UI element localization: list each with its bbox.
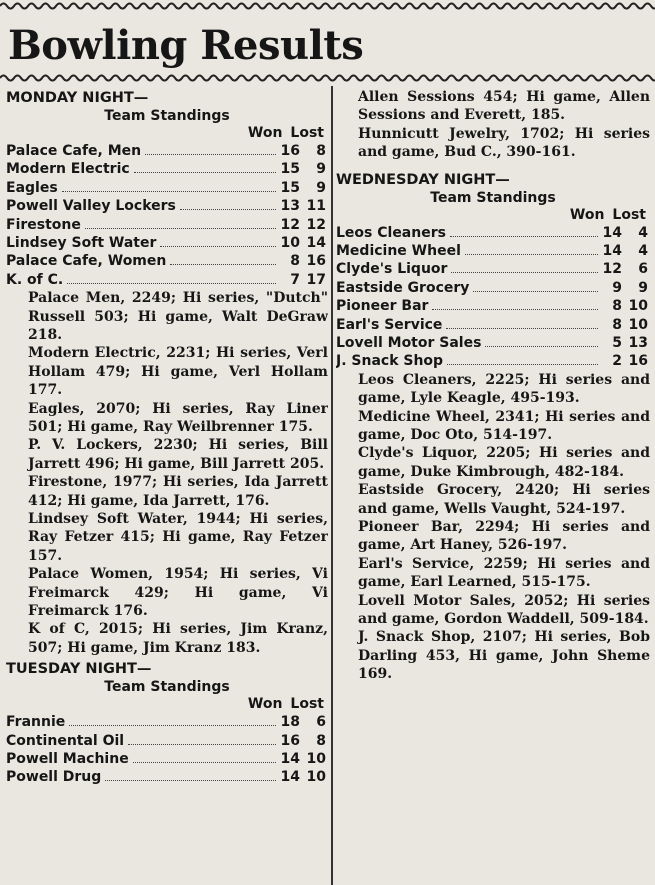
wednesday-standings: [336, 224, 650, 371]
standings-row: [336, 242, 650, 260]
monday-standings: [6, 142, 328, 289]
result-text: Firestone, 1977; Hi series, Ida Jarrett 412; Hi game, Ida Jarrett, 176.: [28, 474, 328, 509]
lost-count: 17: [306, 271, 326, 288]
team-name: Clyde's Liquor: [336, 261, 448, 278]
dot-leader: [62, 191, 276, 192]
result-entry: [6, 620, 328, 657]
column-divider: [331, 86, 333, 885]
lost-count: 9: [316, 161, 326, 178]
won-count: 5: [612, 334, 622, 351]
wednesday-results: [336, 371, 650, 684]
result-number: [336, 444, 358, 462]
won-count: 16: [280, 143, 300, 159]
won-count: 7: [290, 271, 300, 288]
result-entry: [336, 88, 650, 125]
result-number: [336, 481, 358, 499]
team-name: Powell Valley Lockers: [6, 198, 176, 215]
standings-row: [6, 252, 328, 270]
standings-row: [6, 750, 328, 768]
won-count: 9: [612, 279, 622, 296]
lost-count: 10: [306, 751, 326, 768]
wednesday-heading: WEDNESDAY NIGHT—: [336, 171, 510, 188]
wednesday-subheading: Team Standings: [430, 189, 556, 206]
won-count: 15: [280, 161, 300, 178]
won-count: 8: [612, 298, 622, 315]
team-name: Leos Cleaners: [336, 224, 446, 241]
dot-leader: [450, 236, 598, 237]
page-title: Bowling Results: [8, 22, 364, 69]
wednesday-won-lost-header: [336, 207, 650, 224]
lost-label: Lost: [290, 696, 324, 713]
result-entry: [336, 592, 650, 629]
result-number: [6, 473, 28, 491]
lost-count: 13: [628, 334, 648, 351]
result-number: [336, 371, 358, 389]
result-entry: [336, 555, 650, 592]
team-name: Pioneer Bar: [336, 298, 429, 315]
standings-row: [6, 713, 328, 731]
won-label: Won: [247, 125, 283, 141]
dot-leader: [170, 264, 276, 265]
standings-row: [336, 334, 650, 352]
result-entry: [6, 510, 328, 565]
team-name: Frannie: [6, 714, 66, 731]
dot-leader: [85, 228, 276, 229]
monday-subheading: Team Standings: [104, 108, 230, 124]
tuesday-section: [6, 659, 328, 787]
won-count: 10: [280, 234, 300, 251]
result-entry: [6, 400, 328, 437]
monday-results: [6, 289, 328, 657]
dot-leader: [67, 283, 276, 284]
dot-leader: [134, 172, 276, 173]
result-number: [336, 518, 358, 536]
won-label: Won: [247, 696, 283, 713]
monday-heading: MONDAY NIGHT—: [6, 90, 149, 106]
won-count: 15: [280, 179, 300, 196]
tuesday-won-lost-header: [6, 696, 328, 713]
dot-leader: [105, 780, 276, 781]
team-name: K. of C.: [6, 271, 64, 288]
result-text: P. V. Lockers, 2230; Hi series, Bill Jarrett 496; Hi game, Bill Jarrett 205.: [28, 437, 328, 472]
result-text: J. Snack Shop, 2107; Hi series, Bob Darling 453, Hi game, John Sheme 169.: [358, 629, 650, 683]
result-number: [6, 289, 28, 307]
result-number: [336, 628, 358, 646]
lost-count: 16: [306, 253, 326, 270]
won-count: 14: [602, 224, 622, 241]
won-count: 14: [280, 769, 300, 786]
team-name: Medicine Wheel: [336, 243, 461, 260]
lost-label: Lost: [612, 206, 646, 223]
lost-count: 10: [306, 769, 326, 786]
tuesday-standings: [6, 713, 328, 787]
dot-leader: [473, 291, 598, 292]
standings-row: [6, 271, 328, 289]
won-count: 13: [280, 198, 300, 215]
standings-row: [6, 234, 328, 252]
team-name: Eastside Grocery: [336, 279, 470, 296]
result-text: Allen Sessions 454; Hi game, Allen Sessions and Everett, 185.: [358, 89, 650, 124]
result-entry: [6, 344, 328, 399]
standings-row: [336, 279, 650, 297]
result-text: Lovell Motor Sales, 2052; Hi series and game, Gordon Waddell, 509-184.: [358, 592, 650, 628]
team-name: Palace Cafe, Men: [6, 143, 142, 159]
result-entry: [336, 518, 650, 555]
won-count: 8: [290, 253, 300, 270]
won-count: 2: [612, 353, 622, 370]
result-entry: [336, 371, 650, 408]
won-count: 8: [612, 316, 622, 333]
won-label: Won: [569, 206, 605, 223]
team-name: J. Snack Shop: [336, 353, 444, 370]
result-number: [336, 408, 358, 426]
dot-leader: [451, 272, 598, 273]
result-text: Eastside Grocery, 2420; Hi series and game, Wells Vaught, 524-197.: [358, 482, 650, 517]
team-name: Earl's Service: [336, 316, 443, 333]
team-name: Lovell Motor Sales: [336, 334, 482, 351]
result-text: Modern Electric, 2231; Hi series, Verl Hollam 479; Hi game, Verl Hollam 177.: [28, 345, 328, 399]
result-text: K of C, 2015; Hi series, Jim Kranz, 507; Hi game, Jim Kranz 183.: [28, 621, 328, 656]
lost-count: 14: [306, 234, 326, 251]
tuesday-heading: TUESDAY NIGHT—: [6, 661, 152, 678]
standings-row: [6, 216, 328, 234]
result-entry: [6, 473, 328, 510]
won-count: 16: [280, 732, 300, 749]
result-number: [6, 400, 28, 418]
lost-count: 12: [306, 216, 326, 233]
lost-count: 9: [316, 179, 326, 196]
result-number: [6, 344, 28, 362]
result-entry: [336, 125, 650, 162]
wavy-border-bottom: [0, 72, 655, 84]
lost-count: 6: [316, 714, 326, 731]
result-number: [6, 436, 28, 454]
result-entry: [6, 436, 328, 473]
tuesday-subheading: Team Standings: [104, 679, 230, 696]
result-number: [6, 510, 28, 528]
result-number: [336, 125, 358, 143]
result-entry: [6, 565, 328, 620]
result-text: Eagles, 2070; Hi series, Ray Liner 501; Hi game, Ray Weilbrenner 175.: [28, 400, 328, 435]
standings-row: [6, 197, 328, 215]
lost-label: Lost: [290, 125, 324, 141]
team-name: Modern Electric: [6, 161, 130, 178]
team-name: Powell Drug: [6, 769, 102, 786]
lost-count: 8: [316, 143, 326, 159]
won-count: 18: [280, 714, 300, 731]
result-entry: [336, 408, 650, 445]
result-text: Medicine Wheel, 2341; Hi series and game, Doc Oto, 514-197.: [358, 408, 650, 443]
lost-count: 6: [638, 261, 648, 278]
lost-count: 11: [306, 198, 326, 215]
standings-row: [336, 297, 650, 315]
lost-count: 8: [316, 732, 326, 749]
team-name: Lindsey Soft Water: [6, 234, 157, 251]
dot-leader: [432, 309, 598, 310]
monday-won-lost-header: [6, 125, 328, 142]
dot-leader: [69, 725, 276, 726]
result-text: Earl's Service, 2259; Hi series and game, Earl Learned, 515-175.: [358, 555, 650, 591]
dot-leader: [128, 744, 276, 745]
lost-count: 10: [628, 298, 648, 315]
standings-row: [6, 768, 328, 786]
standings-row: [336, 352, 650, 370]
dot-leader: [447, 364, 598, 365]
dot-leader: [485, 346, 598, 347]
standings-row: [6, 160, 328, 178]
result-text: Palace Men, 2249; Hi series, "Dutch" Russell 503; Hi game, Walt DeGraw 218.: [28, 290, 328, 343]
dot-leader: [446, 328, 598, 329]
result-number: [336, 555, 358, 573]
result-entry: [336, 628, 650, 683]
dot-leader: [145, 154, 276, 155]
result-text: Hunnicutt Jewelry, 1702; Hi series and game, Bud C., 390-161.: [358, 125, 650, 161]
result-text: Lindsey Soft Water, 1944; Hi series, Ray Fetzer 415; Hi game, Ray Fetzer 157.: [28, 511, 328, 564]
result-number: [6, 620, 28, 638]
dot-leader: [160, 246, 276, 247]
standings-row: [6, 179, 328, 197]
result-number: [6, 565, 28, 583]
lost-count: 9: [638, 279, 648, 296]
standings-row: [6, 732, 328, 750]
result-text: Leos Cleaners, 2225; Hi series and game, Lyle Keagle, 495-193.: [358, 371, 650, 407]
standings-row: [336, 316, 650, 334]
dot-leader: [133, 762, 276, 763]
standings-row: [336, 224, 650, 242]
team-name: Continental Oil: [6, 732, 125, 749]
dot-leader: [465, 254, 598, 255]
result-text: Pioneer Bar, 2294; Hi series and game, Art Haney, 526-197.: [358, 519, 650, 554]
right-column: [336, 88, 650, 885]
result-text: Palace Women, 1954; Hi series, Vi Freimarck 429; Hi game, Vi Freimarck 176.: [28, 566, 328, 620]
left-column: [6, 88, 328, 885]
team-name: Eagles: [6, 179, 58, 196]
result-entry: [336, 444, 650, 481]
monday-section: [6, 88, 328, 657]
lost-count: 10: [628, 316, 648, 333]
won-count: 12: [602, 261, 622, 278]
result-entry: [336, 481, 650, 518]
won-count: 12: [280, 216, 300, 233]
lost-count: 16: [628, 353, 648, 370]
team-name: Powell Machine: [6, 751, 129, 768]
won-count: 14: [280, 751, 300, 768]
wednesday-section: [336, 170, 650, 684]
result-text: Clyde's Liquor, 2205; Hi series and game, Duke Kimbrough, 482-184.: [358, 445, 650, 480]
lost-count: 4: [638, 243, 648, 260]
wavy-border-top: [0, 0, 655, 12]
result-entry: [6, 289, 328, 344]
tuesday-results-continued: [336, 88, 650, 162]
team-name: Palace Cafe, Women: [6, 253, 167, 270]
standings-row: [6, 142, 328, 160]
won-count: 14: [602, 243, 622, 260]
standings-row: [336, 260, 650, 278]
lost-count: 4: [638, 224, 648, 241]
dot-leader: [180, 209, 276, 210]
result-number: [336, 592, 358, 610]
team-name: Firestone: [6, 216, 81, 233]
